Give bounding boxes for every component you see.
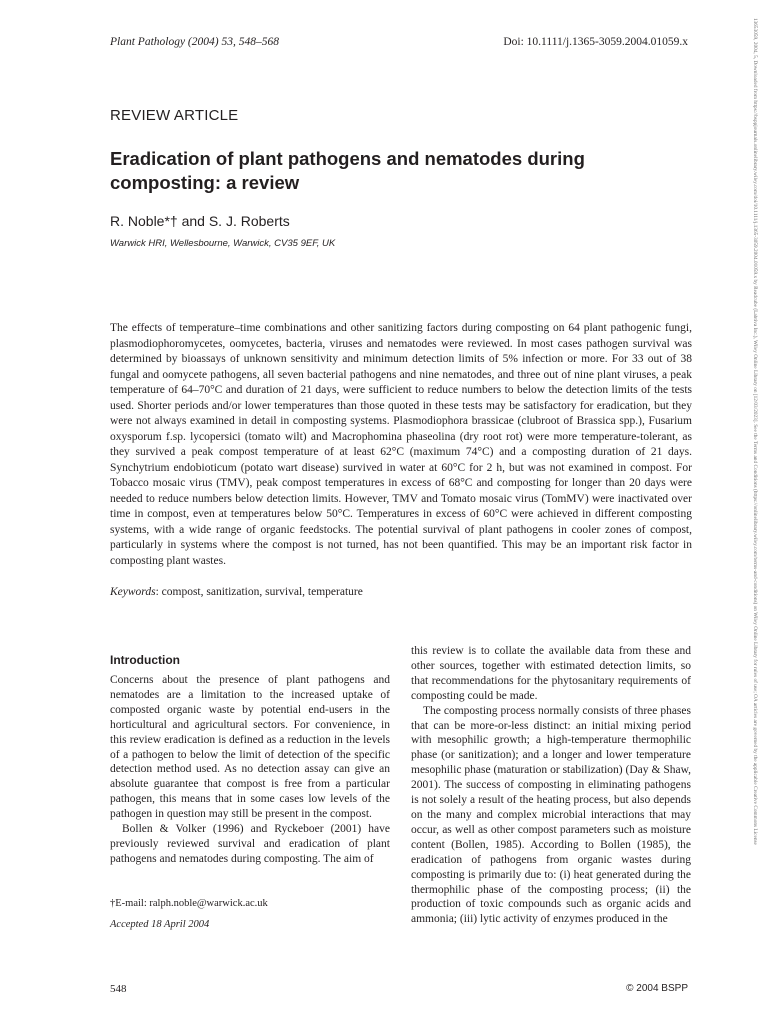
running-head-doi: Doi: 10.1111/j.1365-3059.2004.01059.x: [503, 36, 688, 48]
body-paragraph: The composting process normally consists of three phases that can be more-or-less distinct: an initial mixing period with mesophilic growth; a high-temperature thermophilic phase (or sanitization); and a longer and lower temperature mesophilic phase (maturation or stabilization) (Day & Shaw, 2001). The success of composting in eliminating pathogens is not solely a result of the heating process, but also depends on the many and complex microbial interactions that may occur, as well as other compost parameters such as moisture content (Bollen, 1985). According to Bollen (1985), the eradication of pathogens from organic wastes during composting is primarily due to: (i) heat generated during the thermophilic phase of the composting process; (ii) the production of toxic compounds such as organic acids and ammonia; (iii) lytic activity of enzymes produced in the: [411, 704, 691, 926]
page-number: 548: [110, 983, 127, 995]
section-heading-introduction: Introduction: [110, 653, 180, 667]
download-notice-strip: [748, 18, 760, 1003]
author-affiliation: Warwick HRI, Wellesbourne, Warwick, CV35 9EF, UK: [110, 238, 336, 249]
download-notice: 13653059, 2004, 5, Downloaded from https://bsppjournals.onlinelibrary.wiley.com/doi/10.1111/j.1365-3059.2004.01059.x by Readcube (Labtiva Inc.), Wiley Online Library on [12/03/2023]. See the Terms and Conditions (https://onlinelibrary.wiley.com/terms-and-conditions) on Wiley Online Library for rules of use; OA articles are governed by the applicable Creative Commons License: [752, 18, 758, 845]
accepted-date: Accepted 18 April 2004: [110, 919, 210, 930]
abstract: The effects of temperature–time combinations and other sanitizing factors during composting on 64 plant pathogenic fungi, plasmodiophoromycetes, oomycetes, bacteria, viruses and nematodes were reviewed. In most cases pathogen survival was determined by bioassays of unknown sensitivity and minimum detection limits of 5% infection or more. For 33 out of 38 fungal and oomycete pathogens, all seven bacterial pathogens and nine nematodes, and three out of nine plant viruses, a peak temperature of 64–70°C and duration of 21 days, were sufficient to reduce numbers to below the detection limits of the tests used. Shorter periods and/or lower temperatures than those quoted in these tests may be satisfactory for eradication, but they were not always examined in detail in composting systems. Plasmodiophora brassicae (clubroot of Brassica spp.), Fusarium oxysporum f.sp. lycopersici (tomato wilt) and Macrophomina phaseolina (dry root rot) were more temperature-tolerant, as they survived a peak compost temperature of at least 62°C (maximum 74°C) and a composting duration of 21 days. Synchytrium endobioticum (potato wart disease) survived in water at 60°C for 2 h, but was not examined in compost. For Tobacco mosaic virus (TMV), peak compost temperatures in excess of 68°C and composting for longer than 20 days were needed to reduce numbers below detection limits. However, TMV and Tomato mosaic virus (TomMV) were inactivated over time in compost, even at temperatures below 50°C. Temperatures in excess of 60°C were achieved in different composting systems, with a wide range of organic feedstocks. The potential survival of plant pathogens in cooler zones of compost, particularly in systems where the compost is not turned, has not been quantified. This may be an important risk factor in composting plant wastes.: [110, 322, 692, 567]
author-list: R. Noble*† and S. J. Roberts: [110, 213, 290, 229]
running-head-journal: Plant Pathology (2004) 53, 548–568: [110, 36, 279, 48]
keywords: [110, 586, 363, 598]
body-column-right: [411, 644, 691, 927]
body-paragraph: Concerns about the presence of plant pathogens and nematodes are a limitation to the increased uptake of composted organic waste by potential end-users in the horticultural and agricultural sectors. For convenience, in this review eradication is defined as a reduction in the levels of a pathogen to below the limit of detection of the specific detection method used. As no detection assay can give an absolute guarantee that compost is free from a particular pathogen, this means that in some cases low levels of the pathogen in question may still be present in the compost.: [110, 674, 390, 821]
keywords-label: Keywords: [110, 586, 156, 598]
article-type: REVIEW ARTICLE: [110, 107, 239, 124]
body-paragraph: this review is to collate the available data from these and other sources, together with estimated detection limits, so that recommendations for the phytosanitary requirements of composting could be made.: [411, 645, 691, 702]
body-column-left: [110, 673, 390, 867]
corresponding-author-footnote: †E-mail: ralph.noble@warwick.ac.uk: [110, 898, 268, 909]
article-title: Eradication of plant pathogens and nematodes during composting: a review: [110, 148, 585, 193]
body-paragraph: Bollen & Volker (1996) and Ryckeboer (2001) have previously reviewed survival and eradication of plant pathogens and nematodes during composting. The aim of: [110, 823, 390, 865]
copyright-notice: © 2004 BSPP: [626, 983, 688, 994]
keywords-text: : compost, sanitization, survival, temperature: [155, 586, 363, 598]
